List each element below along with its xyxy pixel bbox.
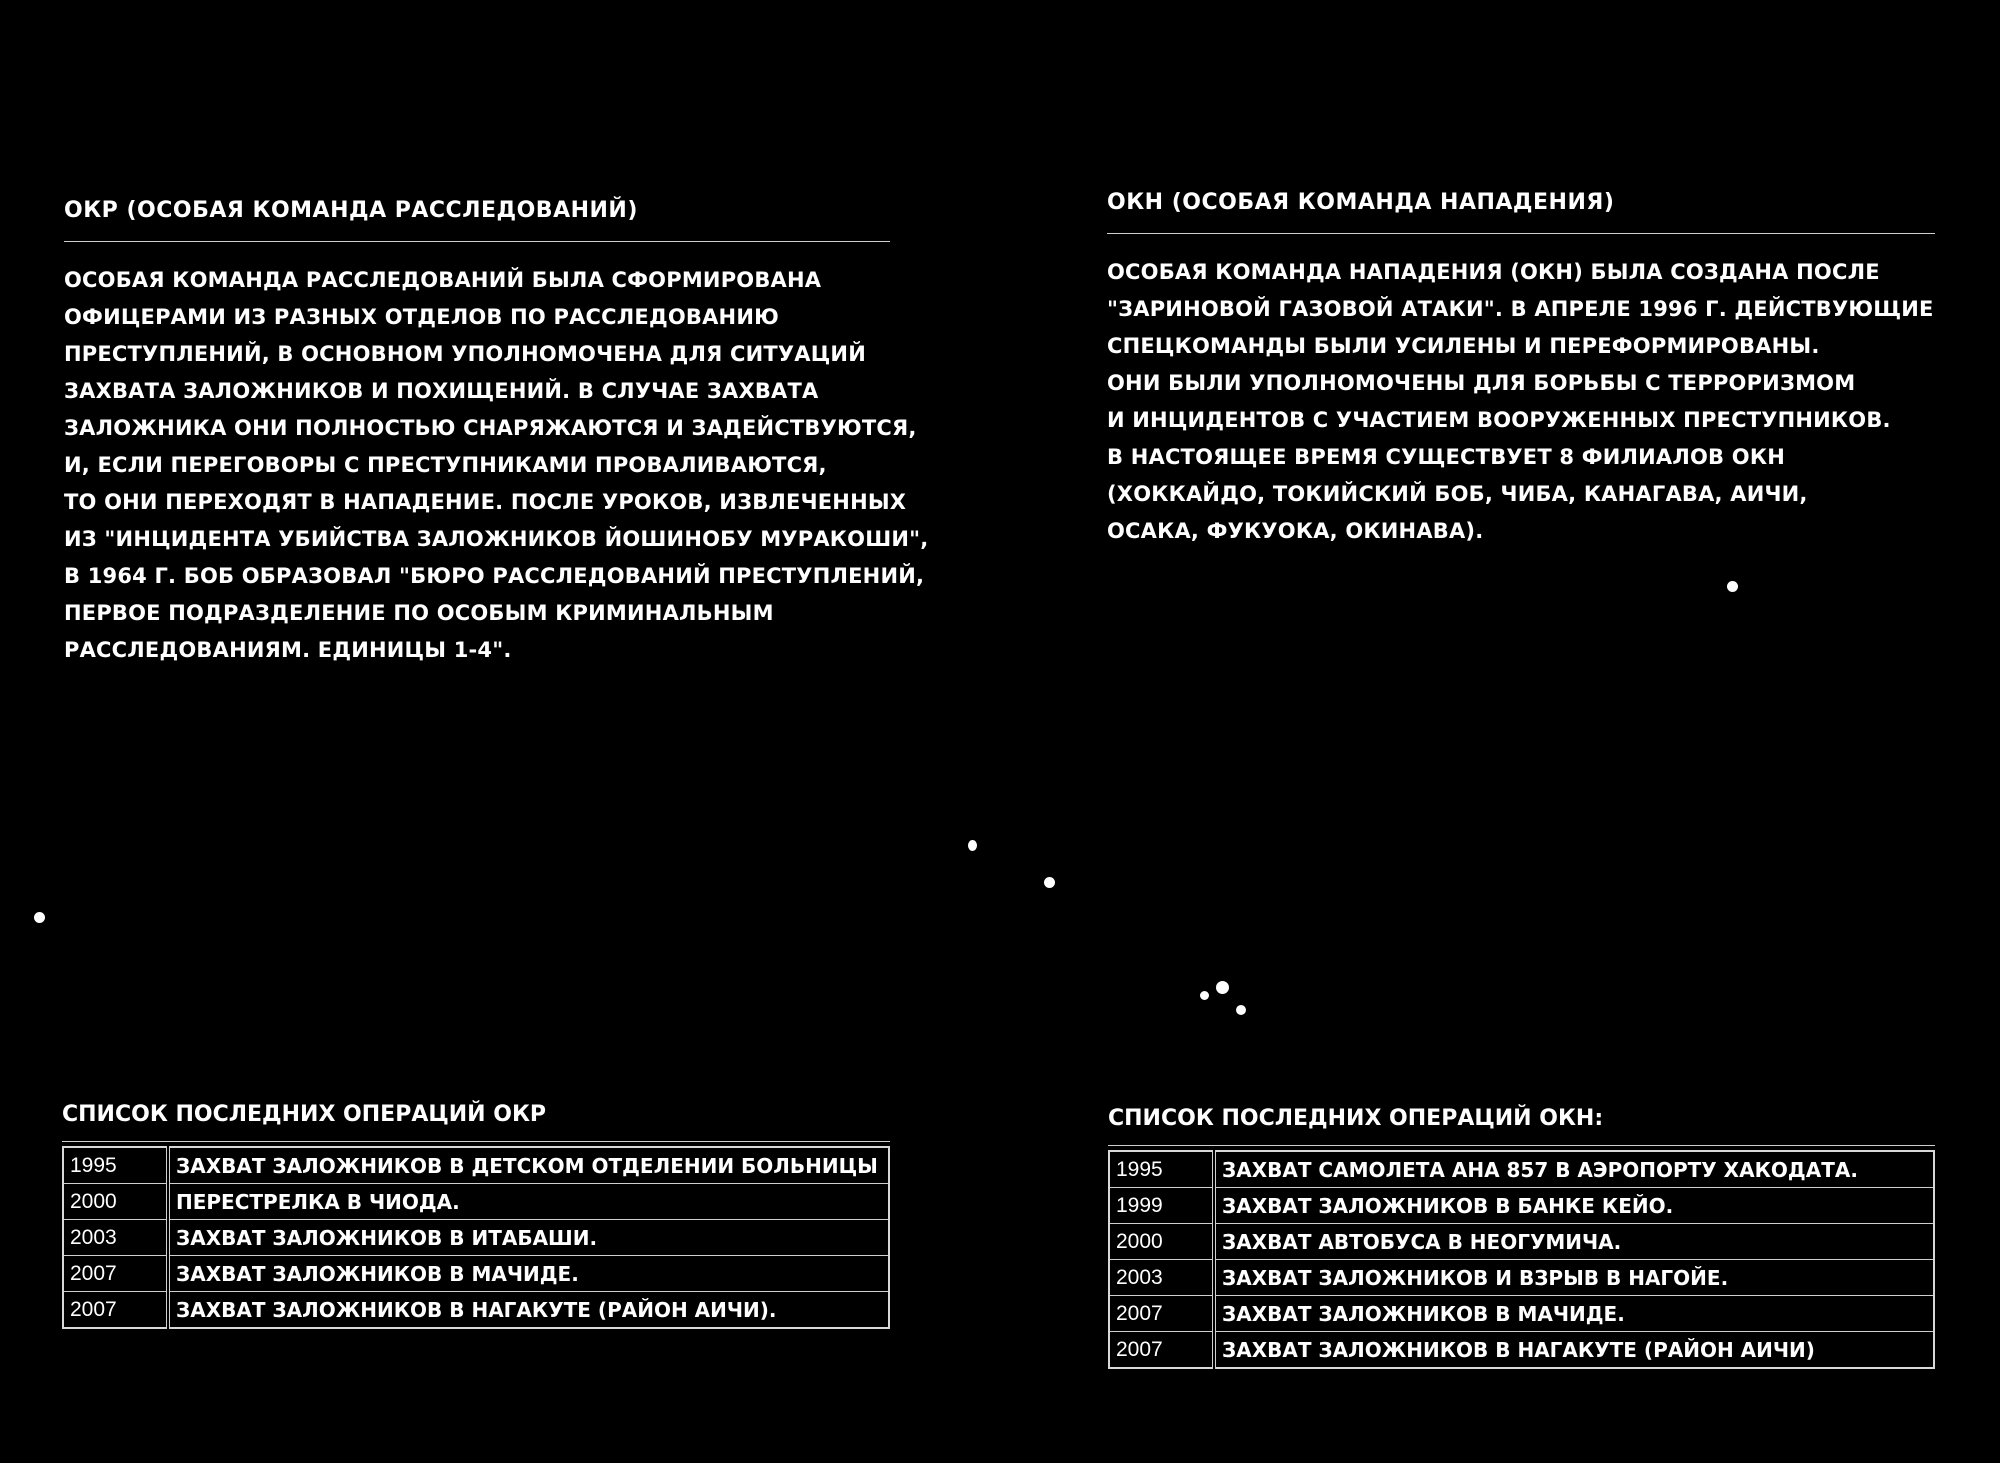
- star-dot: [1216, 981, 1229, 994]
- star-dot: [1727, 581, 1738, 592]
- okr-line: ИЗ "ИНЦИДЕНТА УБИЙСТВА ЗАЛОЖНИКОВ ЙОШИНОБУ МУРАКОШИ",: [64, 527, 929, 551]
- year-cell: 1995: [63, 1147, 168, 1184]
- okn-line: ОНИ БЫЛИ УПОЛНОМОЧЕНЫ ДЛЯ БОРЬБЫ С ТЕРРОРИЗМОМ: [1107, 371, 1856, 395]
- okr-ops-section: [62, 1102, 890, 1329]
- star-dot: [34, 912, 45, 923]
- table-row: [63, 1147, 889, 1184]
- event-cell: ЗАХВАТ ЗАЛОЖНИКОВ В НАГАКУТЕ (РАЙОН АИЧИ).: [168, 1292, 889, 1329]
- okr-ops-divider: [62, 1141, 890, 1142]
- okn-body: [1107, 254, 1935, 550]
- okn-line: В НАСТОЯЩЕЕ ВРЕМЯ СУЩЕСТВУЕТ 8 ФИЛИАЛОВ ОКН: [1107, 445, 1785, 469]
- table-row: [63, 1256, 889, 1292]
- okn-section: [1107, 190, 1935, 550]
- okr-ops-table: [62, 1146, 890, 1329]
- okr-title: ОКР (ОСОБАЯ КОМАНДА РАССЛЕДОВАНИЙ): [64, 198, 638, 223]
- table-row: [1109, 1332, 1934, 1369]
- okr-line: И, ЕСЛИ ПЕРЕГОВОРЫ С ПРЕСТУПНИКАМИ ПРОВАЛИВАЮТСЯ,: [64, 453, 827, 477]
- event-cell: ЗАХВАТ ЗАЛОЖНИКОВ В НАГАКУТЕ (РАЙОН АИЧИ): [1214, 1332, 1934, 1369]
- event-cell: ЗАХВАТ ЗАЛОЖНИКОВ В МАЧИДЕ.: [1214, 1296, 1934, 1332]
- okr-line: ПРЕСТУПЛЕНИЙ, В ОСНОВНОМ УПОЛНОМОЧЕНА ДЛЯ СИТУАЦИЙ: [64, 342, 866, 366]
- table-row: [1109, 1260, 1934, 1296]
- year-cell: 2000: [63, 1184, 168, 1220]
- okn-divider: [1107, 233, 1935, 234]
- okr-body: [64, 262, 929, 669]
- event-cell: ЗАХВАТ ЗАЛОЖНИКОВ В БАНКЕ КЕЙО.: [1214, 1188, 1934, 1224]
- okr-line: В 1964 Г. БОБ ОБРАЗОВАЛ "БЮРО РАССЛЕДОВАНИЙ ПРЕСТУПЛЕНИЙ,: [64, 564, 925, 588]
- okn-ops-divider: [1108, 1145, 1935, 1146]
- okr-line: ПЕРВОЕ ПОДРАЗДЕЛЕНИЕ ПО ОСОБЫМ КРИМИНАЛЬНЫМ: [64, 601, 774, 625]
- okr-divider: [64, 241, 890, 242]
- table-row: [1109, 1224, 1934, 1260]
- table-row: [1109, 1188, 1934, 1224]
- okn-line: "ЗАРИНОВОЙ ГАЗОВОЙ АТАКИ". В АПРЕЛЕ 1996 Г. ДЕЙСТВУЮЩИЕ: [1107, 297, 1934, 321]
- event-cell: ЗАХВАТ ЗАЛОЖНИКОВ В ДЕТСКОМ ОТДЕЛЕНИИ БОЛЬНИЦЫ: [168, 1147, 889, 1184]
- year-cell: 1999: [1109, 1188, 1214, 1224]
- event-cell: ЗАХВАТ ЗАЛОЖНИКОВ В МАЧИДЕ.: [168, 1256, 889, 1292]
- year-cell: 2007: [63, 1256, 168, 1292]
- okr-line: ЗАЛОЖНИКА ОНИ ПОЛНОСТЬЮ СНАРЯЖАЮТСЯ И ЗАДЕЙСТВУЮТСЯ,: [64, 416, 917, 440]
- okn-ops-table: [1108, 1150, 1935, 1369]
- star-dot: [1044, 877, 1055, 888]
- year-cell: 1995: [1109, 1151, 1214, 1188]
- year-cell: 2007: [63, 1292, 168, 1329]
- okn-ops-title: СПИСОК ПОСЛЕДНИХ ОПЕРАЦИЙ ОКН:: [1108, 1106, 1604, 1131]
- okr-line: ОСОБАЯ КОМАНДА РАССЛЕДОВАНИЙ БЫЛА СФОРМИРОВАНА: [64, 268, 822, 292]
- okn-line: (ХОККАЙДО, ТОКИЙСКИЙ БОБ, ЧИБА, КАНАГАВА, АИЧИ,: [1107, 482, 1808, 506]
- star-dot: [1236, 1005, 1246, 1015]
- table-row: [63, 1184, 889, 1220]
- okr-section: [64, 198, 929, 669]
- okn-line: СПЕЦКОМАНДЫ БЫЛИ УСИЛЕНЫ И ПЕРЕФОРМИРОВАНЫ.: [1107, 334, 1820, 358]
- table-row: [1109, 1151, 1934, 1188]
- okr-line: ТО ОНИ ПЕРЕХОДЯТ В НАПАДЕНИЕ. ПОСЛЕ УРОКОВ, ИЗВЛЕЧЕННЫХ: [64, 490, 907, 514]
- table-row: [1109, 1296, 1934, 1332]
- okr-ops-title: СПИСОК ПОСЛЕДНИХ ОПЕРАЦИЙ ОКР: [62, 1102, 547, 1127]
- okr-line: ОФИЦЕРАМИ ИЗ РАЗНЫХ ОТДЕЛОВ ПО РАССЛЕДОВАНИЮ: [64, 305, 779, 329]
- event-cell: ЗАХВАТ САМОЛЕТА АНА 857 В АЭРОПОРТУ ХАКОДАТА.: [1214, 1151, 1934, 1188]
- table-row: [63, 1220, 889, 1256]
- star-dot: [1200, 991, 1209, 1000]
- okn-ops-section: [1108, 1106, 1935, 1369]
- okn-line: И ИНЦИДЕНТОВ С УЧАСТИЕМ ВООРУЖЕННЫХ ПРЕСТУПНИКОВ.: [1107, 408, 1891, 432]
- year-cell: 2000: [1109, 1224, 1214, 1260]
- year-cell: 2003: [1109, 1260, 1214, 1296]
- table-row: [63, 1292, 889, 1329]
- event-cell: ПЕРЕСТРЕЛКА В ЧИОДА.: [168, 1184, 889, 1220]
- okn-line: ОСОБАЯ КОМАНДА НАПАДЕНИЯ (ОКН) БЫЛА СОЗДАНА ПОСЛЕ: [1107, 260, 1880, 284]
- event-cell: ЗАХВАТ АВТОБУСА В НЕОГУМИЧА.: [1214, 1224, 1934, 1260]
- okr-line: ЗАХВАТА ЗАЛОЖНИКОВ И ПОХИЩЕНИЙ. В СЛУЧАЕ ЗАХВАТА: [64, 379, 819, 403]
- year-cell: 2007: [1109, 1332, 1214, 1369]
- year-cell: 2003: [63, 1220, 168, 1256]
- okr-line: РАССЛЕДОВАНИЯМ. ЕДИНИЦЫ 1-4".: [64, 638, 512, 662]
- event-cell: ЗАХВАТ ЗАЛОЖНИКОВ В ИТАБАШИ.: [168, 1220, 889, 1256]
- event-cell: ЗАХВАТ ЗАЛОЖНИКОВ И ВЗРЫВ В НАГОЙЕ.: [1214, 1260, 1934, 1296]
- okn-title: ОКН (ОСОБАЯ КОМАНДА НАПАДЕНИЯ): [1107, 190, 1615, 215]
- okn-line: ОСАКА, ФУКУОКА, ОКИНАВА).: [1107, 519, 1484, 543]
- star-dot: [968, 840, 977, 851]
- year-cell: 2007: [1109, 1296, 1214, 1332]
